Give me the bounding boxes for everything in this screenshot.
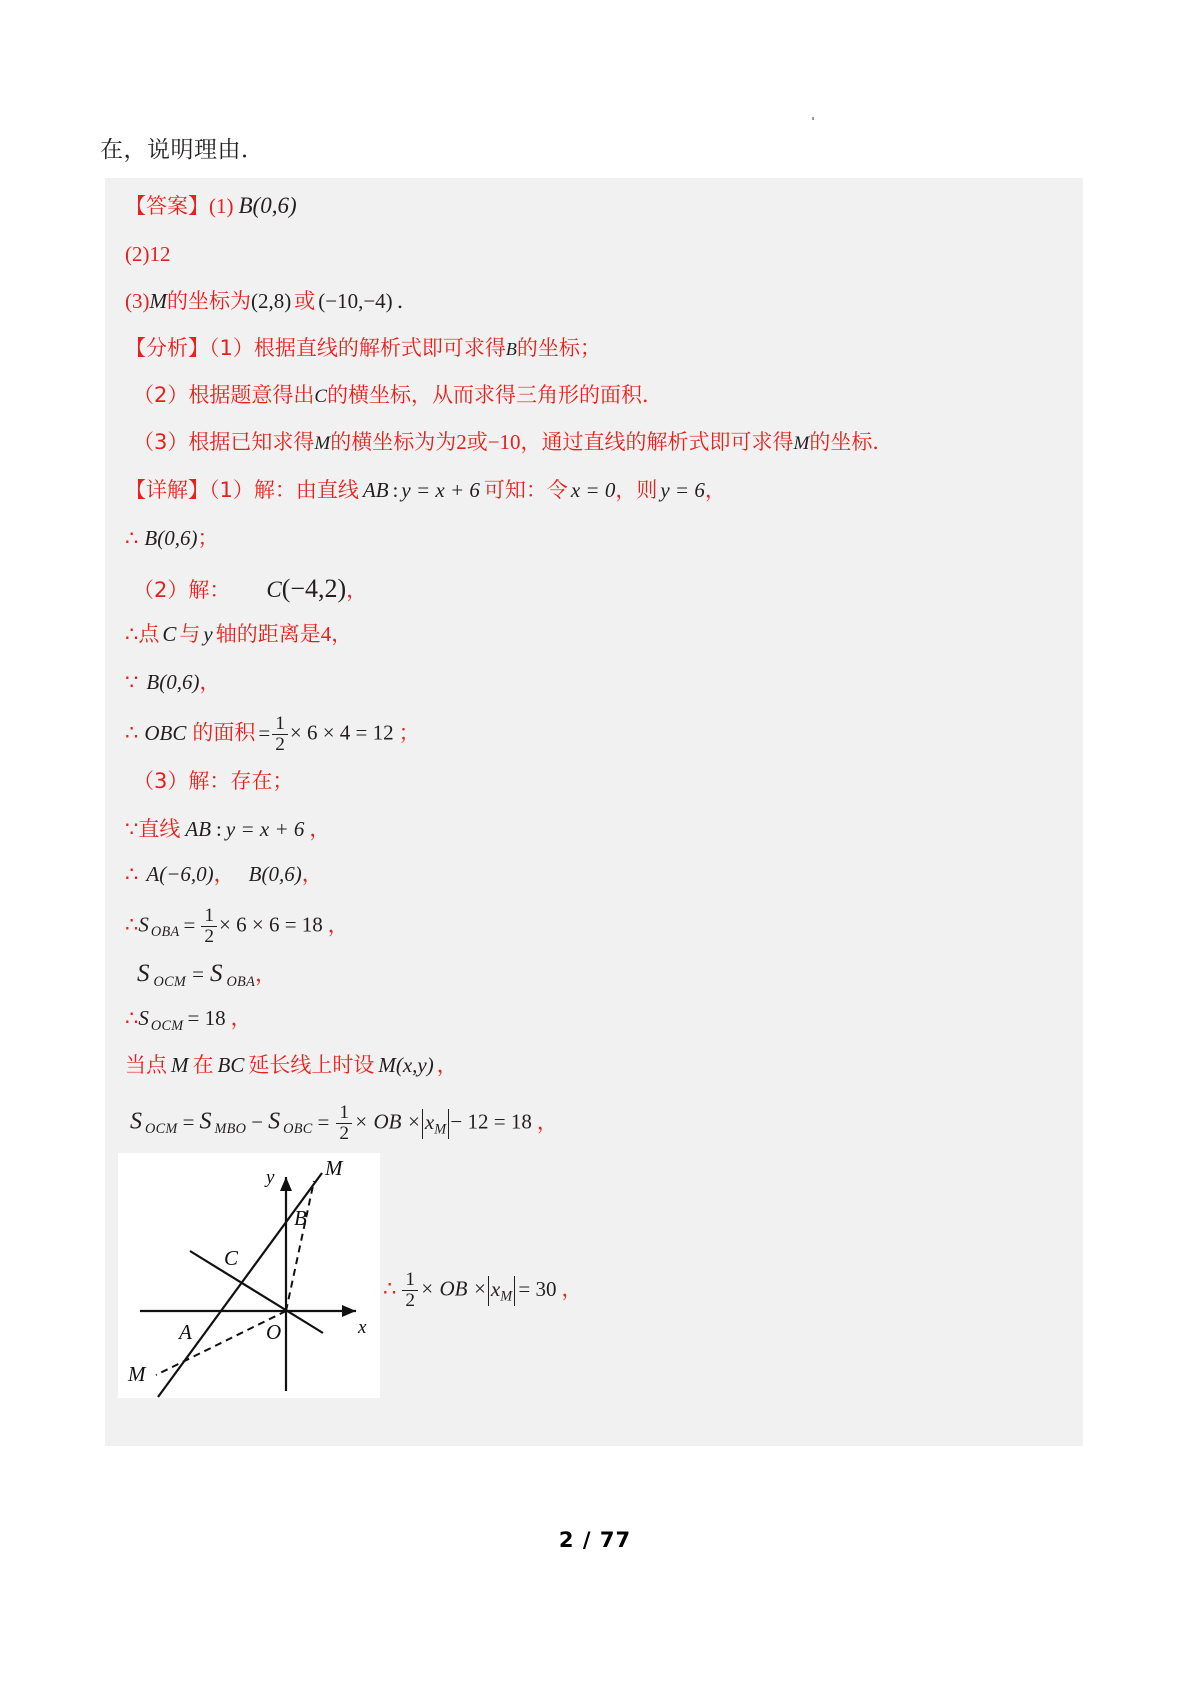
label-y-axis: y xyxy=(266,1167,275,1188)
label-B: B xyxy=(294,1206,307,1230)
fraction-one-half: $\frac{1}{2}$ xyxy=(336,1103,352,1143)
solution-line-9: ∴ A(−6,0)， B(0,6)， xyxy=(125,862,323,886)
analysis-line-3: （3）根据已知求得M的横坐标为为2或−10，通过直线的解析式即可求得M的坐标． xyxy=(133,430,894,454)
analysis-line-2: （2）根据题意得出C的横坐标，从而求得三角形的面积． xyxy=(133,383,664,407)
label-M-lower: M xyxy=(128,1362,146,1386)
fraction-one-half: $\frac{1}{2}$ xyxy=(201,906,217,946)
print-speck xyxy=(812,117,814,120)
coordinate-plane-svg xyxy=(118,1153,380,1398)
answer-line-1: 【答案】(1) B(0,6) xyxy=(125,193,297,218)
solution-line-14: S $_{OCM}$ = S $_{MBO}$ − S $_{OBC}$ = $\frac{1}{2}$ × OB × $x_M - 12 = 18$ ， xyxy=(130,1102,558,1144)
label-C: C xyxy=(224,1246,239,1270)
analysis-line-1: 【分析】（1）根据直线的解析式即可求得B的坐标； xyxy=(125,336,601,360)
answer-line-2: (2)12 xyxy=(125,242,171,266)
solution-line-4: ∴点 C 与 y 轴的距离是4， xyxy=(125,622,353,646)
page-footer: 2 / 77 xyxy=(558,1528,632,1552)
solution-line-2: ∴ B(0,6)； xyxy=(125,526,219,550)
answer-block xyxy=(105,178,1083,1446)
absolute-value: $x_M$ xyxy=(422,1109,450,1139)
solution-line-5: ∵ B(0,6)， xyxy=(125,670,221,694)
answer-line-3: (3)M的坐标为(2,8) 或 (−10,−4) ． xyxy=(125,289,418,313)
lead-text: 在，说明理由． xyxy=(100,137,265,163)
solution-line-11: S $_{OCM}$ = S $_{OBA}$， xyxy=(137,960,277,990)
solution-line-6: ∴ OBC 的面积 = $\frac{1}{2}$ × 6 × 4 = 12 ； xyxy=(125,713,420,755)
solution-line-10: ∴S $_{OBA}$ = $\frac{1}{2}$ × 6 × 6 = 18 ， xyxy=(125,905,349,947)
solution-line-3: （2）解： C(−4,2)， xyxy=(133,574,368,603)
label-M-upper: M xyxy=(325,1156,343,1180)
figure-equation: ∴ $\frac{1}{2}$ × OB × $x_M = 30$ ， xyxy=(383,1269,583,1311)
label-x-axis: x xyxy=(358,1317,367,1338)
coordinate-figure xyxy=(118,1153,380,1398)
label-O: O xyxy=(266,1320,282,1344)
solution-line-8: ∵直线 AB : y = x + 6 ， xyxy=(125,817,331,841)
fraction-one-half: $\frac{1}{2}$ xyxy=(272,714,288,754)
x-axis-arrowhead xyxy=(342,1305,356,1317)
absolute-value: $x_M$ xyxy=(488,1276,516,1306)
solution-line-13: 当点 M 在 BC 延长线上时设 M(x,y) ， xyxy=(125,1053,458,1077)
solution-line-1: 【详解】（1）解：由直线 AB : y = x + 6 可知：令 x = 0，则 y = 6， xyxy=(125,478,726,502)
solution-line-12: ∴S $_{OCM}$ = 18 ， xyxy=(125,1006,252,1034)
fraction-one-half: $\frac{1}{2}$ xyxy=(402,1270,418,1310)
y-axis-arrowhead xyxy=(280,1177,292,1191)
solution-line-7: （3）解：存在； xyxy=(133,769,294,793)
label-A: A xyxy=(179,1320,192,1344)
